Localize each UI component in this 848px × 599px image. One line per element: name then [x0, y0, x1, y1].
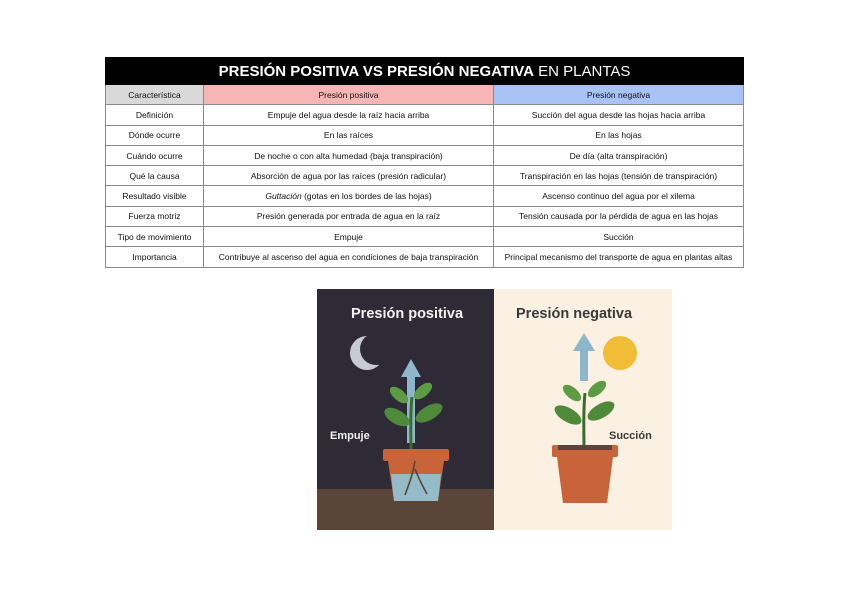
comparison-table-wrapper — [105, 57, 743, 268]
pressure-illustration — [317, 289, 672, 530]
table-row — [106, 247, 744, 267]
positive-pressure-art — [317, 289, 494, 530]
row-positive-emphasis: Guttación — [265, 191, 302, 202]
row-negative: Transpiración en las hojas (tensión de transpiración) — [494, 166, 744, 186]
table-header-row — [106, 85, 744, 105]
table-row — [106, 227, 744, 247]
push-label: Empuje — [330, 430, 370, 442]
row-feature: Qué la causa — [106, 166, 204, 186]
negative-pressure-title: Presión negativa — [516, 306, 633, 322]
row-feature: Resultado visible — [106, 186, 204, 206]
row-feature: Definición — [106, 105, 204, 125]
table-row — [106, 166, 744, 186]
row-positive — [204, 186, 494, 206]
row-negative: De día (alta transpiración) — [494, 145, 744, 165]
positive-pressure-title: Presión positiva — [351, 306, 464, 322]
row-feature: Tipo de movimiento — [106, 227, 204, 247]
pot-icon — [383, 449, 449, 501]
row-feature: Fuerza motriz — [106, 206, 204, 226]
row-negative: Succión — [494, 227, 744, 247]
header-feature: Característica — [106, 85, 204, 105]
table-row — [106, 206, 744, 226]
header-positive: Presión positiva — [204, 85, 494, 105]
table-row — [106, 145, 744, 165]
row-positive: De noche o con alta humedad (baja transpiración) — [204, 145, 494, 165]
table-row — [106, 125, 744, 145]
plant-icon — [552, 378, 618, 449]
row-negative: Ascenso continuo del agua por el xilema — [494, 186, 744, 206]
row-positive: Absorción de agua por las raíces (presión radicular) — [204, 166, 494, 186]
row-feature: Importancia — [106, 247, 204, 267]
table-title — [106, 58, 744, 85]
pot-icon — [552, 445, 618, 503]
row-negative: Succión del agua desde las hojas hacia arriba — [494, 105, 744, 125]
row-positive: Empuje — [204, 227, 494, 247]
row-positive: Presión generada por entrada de agua en la raíz — [204, 206, 494, 226]
comparison-table — [105, 57, 744, 268]
row-negative: Principal mecanismo del transporte de agua en plantas altas — [494, 247, 744, 267]
table-title-light: EN PLANTAS — [533, 62, 631, 80]
row-positive-rest: (gotas en los bordes de las hojas) — [301, 191, 432, 202]
table-row — [106, 186, 744, 206]
row-feature: Cuándo ocurre — [106, 145, 204, 165]
arrow-up-icon — [573, 333, 595, 381]
negative-pressure-panel — [494, 289, 672, 530]
row-feature: Dónde ocurre — [106, 125, 204, 145]
row-negative: En las hojas — [494, 125, 744, 145]
table-title-bold: PRESIÓN POSITIVA VS PRESIÓN NEGATIVA — [218, 62, 534, 80]
row-positive: Contribuye al ascenso del agua en condiciones de baja transpiración — [204, 247, 494, 267]
suction-label: Succión — [609, 430, 652, 442]
row-positive: En las raíces — [204, 125, 494, 145]
row-negative: Tensión causada por la pérdida de agua en las hojas — [494, 206, 744, 226]
negative-pressure-art — [494, 289, 672, 530]
positive-pressure-panel — [317, 289, 494, 530]
moon-icon — [350, 333, 392, 370]
sun-icon — [603, 336, 637, 370]
header-negative: Presión negativa — [494, 85, 744, 105]
row-positive: Empuje del agua desde la raíz hacia arriba — [204, 105, 494, 125]
table-row — [106, 105, 744, 125]
